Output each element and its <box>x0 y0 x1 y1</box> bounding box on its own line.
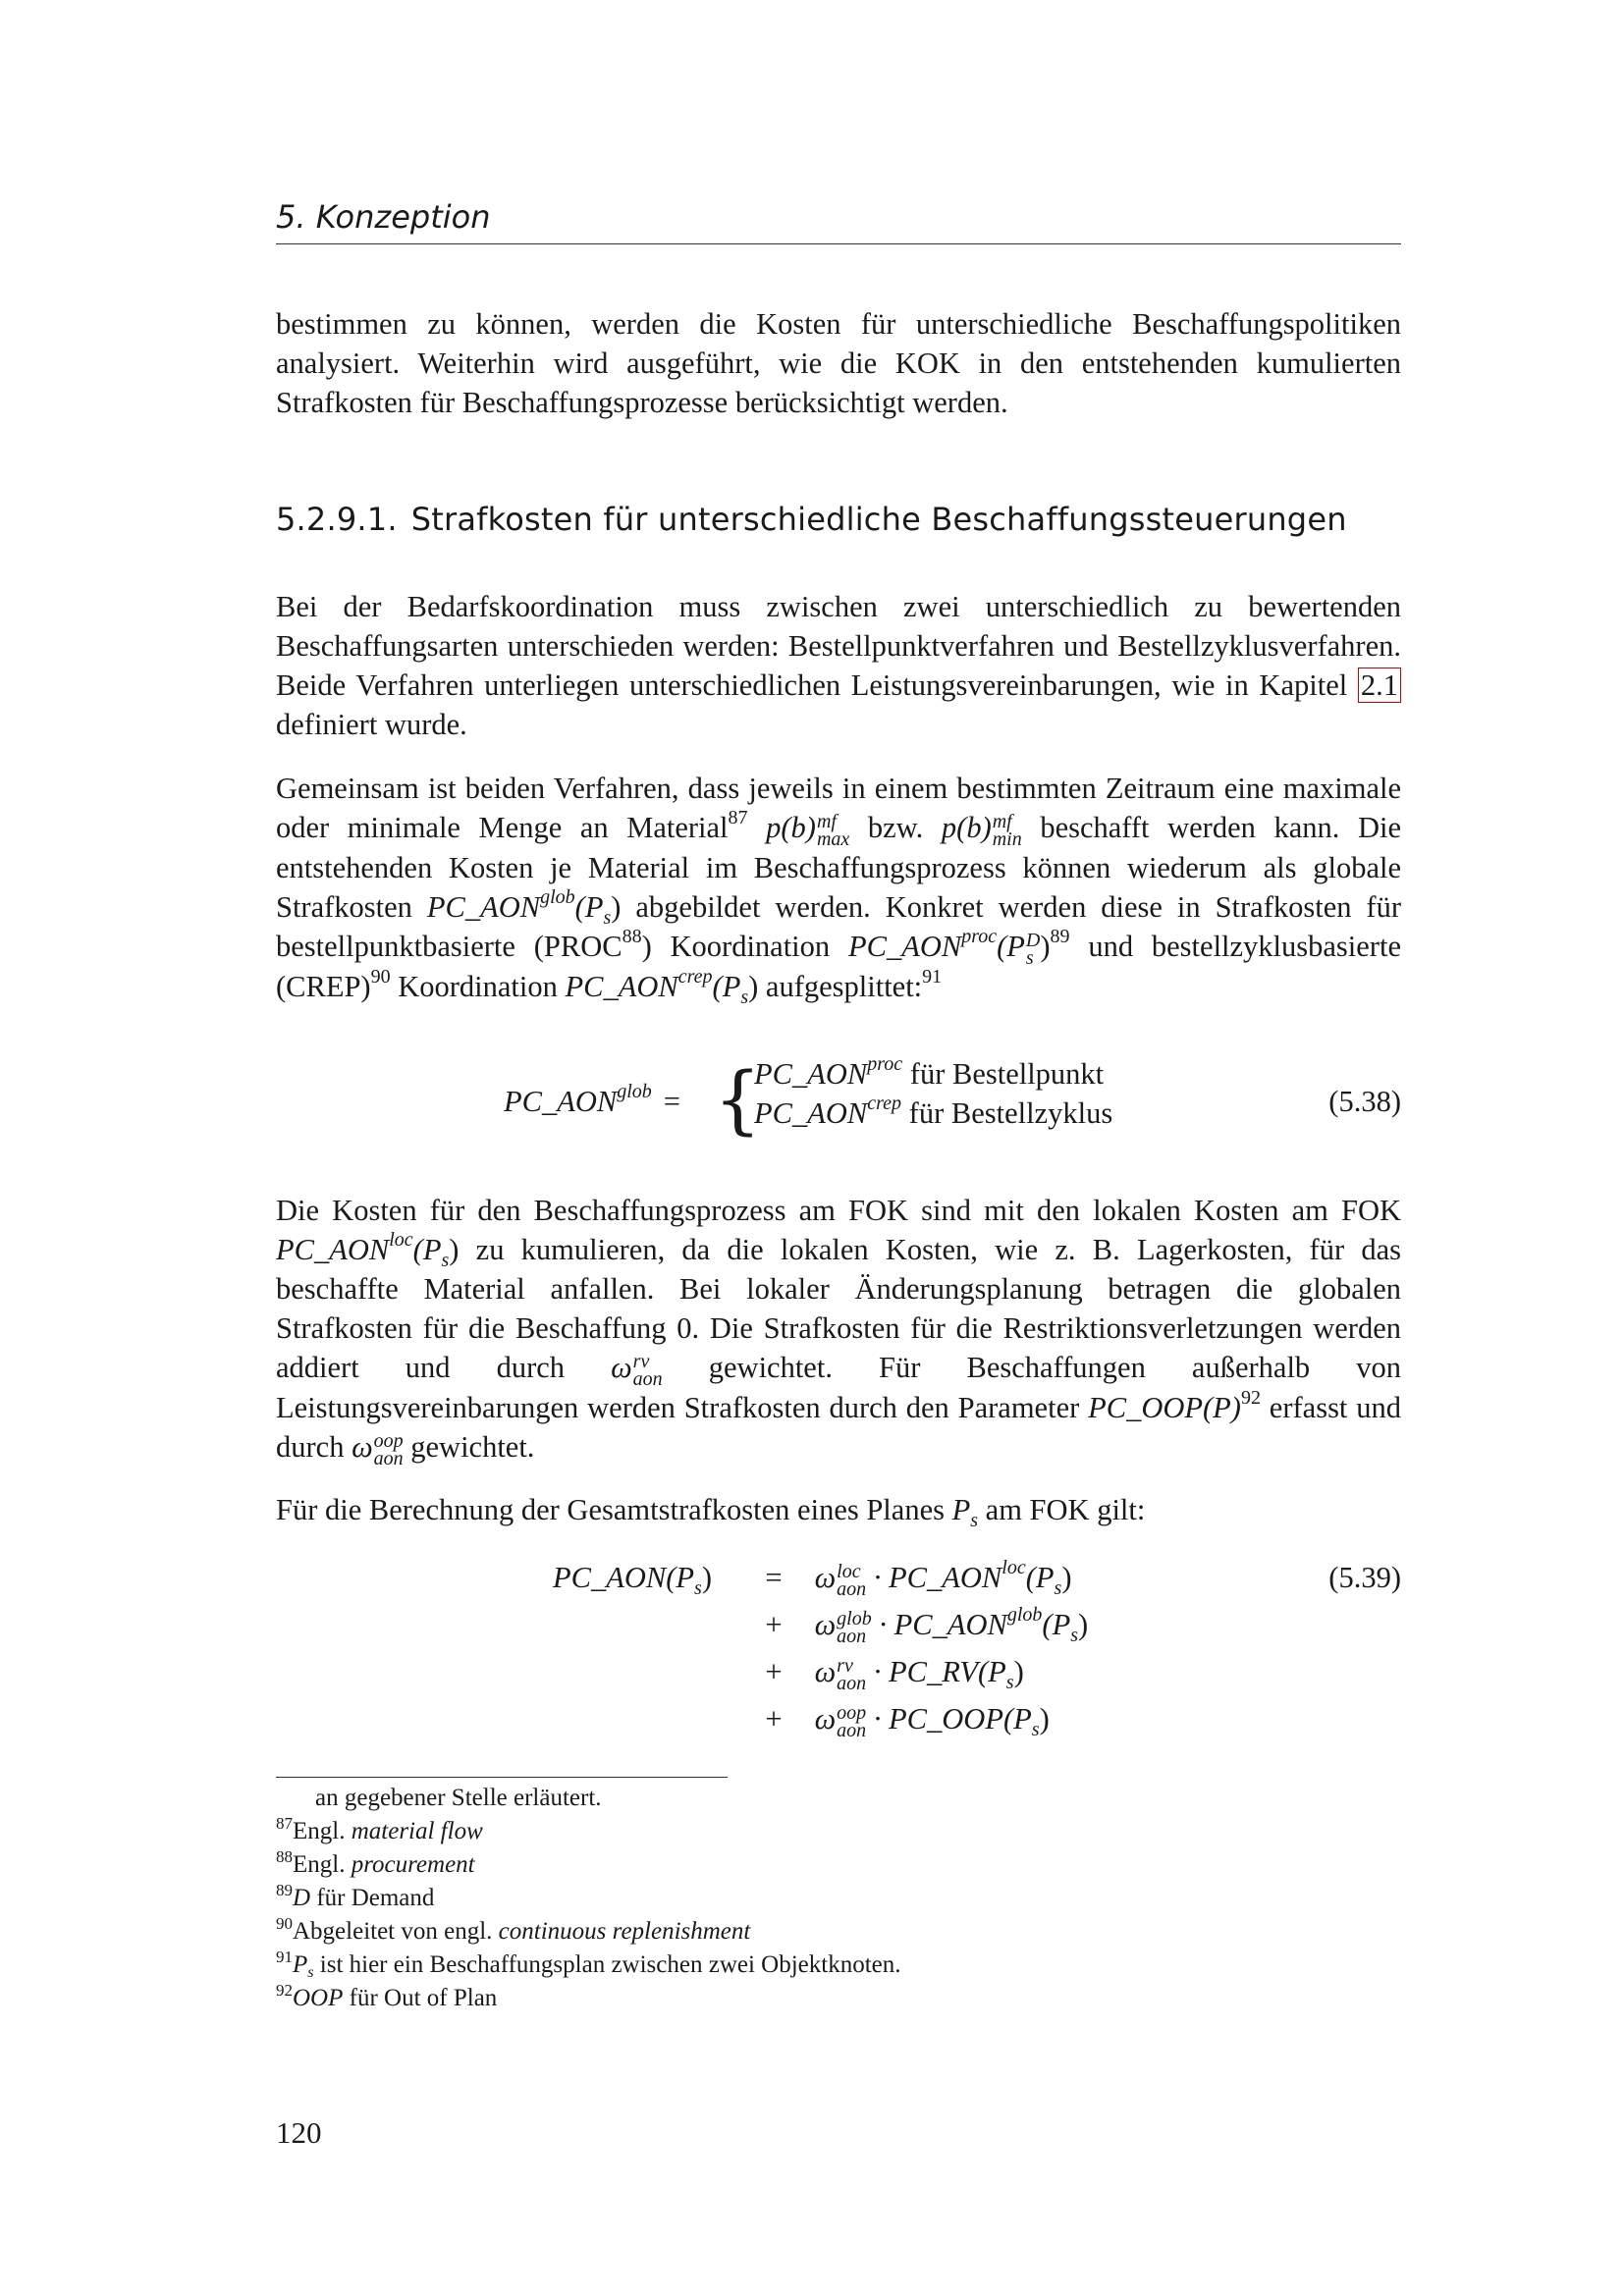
math-term: · PC_OOP <box>873 1702 1003 1735</box>
math-sup: glob <box>1006 1604 1043 1626</box>
math-sub: s <box>441 1250 450 1271</box>
math-term: (P <box>977 1655 1006 1688</box>
math-term: (P <box>412 1233 442 1266</box>
math-sub: s <box>694 1577 702 1599</box>
math-term: ω <box>611 1351 632 1384</box>
math-term: ) <box>449 1233 460 1266</box>
equation-operator: = <box>765 1561 783 1594</box>
math-term: (P <box>1042 1608 1071 1641</box>
math-term: ω <box>814 1608 837 1641</box>
footnote-text: Engl. <box>293 1851 352 1878</box>
math-sub: s <box>1054 1577 1062 1599</box>
math-sup: glob <box>540 886 575 908</box>
math-scripts <box>633 1353 663 1388</box>
math-term: ω <box>814 1655 837 1688</box>
math-sub: max <box>816 828 850 850</box>
math-sup: rv <box>837 1655 853 1677</box>
math-term: (P <box>997 930 1025 963</box>
chapter-link[interactable]: 2.1 <box>1358 667 1401 703</box>
paragraph-text: aufgesplittet: <box>758 970 923 1003</box>
math-term: (P <box>1025 1561 1055 1594</box>
footnote-divider <box>276 1777 728 1778</box>
equation-row-1 <box>754 1557 1072 1600</box>
math-term: (P <box>712 970 741 1003</box>
footnote-number: 89 <box>276 1881 293 1899</box>
math-scripts <box>993 813 1022 848</box>
footnote-continuation: an gegebener Stelle erläutert. <box>315 1785 602 1811</box>
footnote-text: für Demand <box>310 1885 435 1911</box>
footnote-ref-91[interactable]: 91 <box>922 966 943 988</box>
case-row-1 <box>754 1053 1105 1092</box>
math-sup: glob <box>837 1608 872 1629</box>
paragraph-text: zu kumulieren, da die lokalen Kosten, wie z. B. Lagerkosten, für das beschaffte Material anfallen. Bei lokaler Änderungsplanung betragen die globalen Strafkosten für die Beschaffung 0. Die Strafkosten für die Restriktionsverletzungen werden addiert und durch <box>276 1233 1401 1384</box>
equation-operator: + <box>765 1655 783 1688</box>
footnote-text: Abgeleitet von engl. <box>293 1918 499 1945</box>
math-sub: aon <box>373 1448 404 1469</box>
math-scripts <box>374 1432 404 1468</box>
math-scripts <box>817 813 849 848</box>
equation-row-4 <box>754 1702 1050 1739</box>
math-term: ω <box>814 1702 837 1735</box>
paragraph-text: Gemeinsam ist beiden Verfahren, dass jeweils in einem bestimmten Zeitraum eine maximale oder minimale Menge an Material <box>276 772 1401 844</box>
left-brace: { <box>714 1055 762 1143</box>
math-scripts <box>837 1657 866 1692</box>
math-sup: mf <box>992 811 1012 832</box>
footnote-sub: s <box>307 1964 314 1981</box>
math-sup: crep <box>867 1093 902 1114</box>
math-term: · PC_RV <box>873 1655 978 1688</box>
paragraph-text: Für die Berechnung der Gesamtstrafkosten eines Planes <box>276 1493 952 1526</box>
equation-lhs <box>553 1561 712 1599</box>
footnote-87 <box>276 1815 901 1848</box>
math-term: ω <box>352 1430 373 1464</box>
section-heading <box>276 501 1347 538</box>
case-row-2 <box>754 1093 1113 1131</box>
math-sup: mf <box>816 811 837 832</box>
math-term: ) <box>701 1561 712 1594</box>
paragraph-text: Koordination <box>390 970 566 1003</box>
math-term: ) <box>1061 1561 1072 1594</box>
math-sup: oop <box>837 1702 867 1724</box>
math-sup: glob <box>617 1081 652 1102</box>
footnote-ref-88[interactable]: 88 <box>622 926 642 947</box>
paragraph-procurement-types <box>276 587 1401 744</box>
running-header <box>276 196 1401 244</box>
footnote-92 <box>276 1982 901 2015</box>
equation-row-2 <box>754 1604 1089 1647</box>
section-title: Strafkosten für unterschiedliche Beschaffungssteuerungen <box>410 501 1347 538</box>
footnote-number: 92 <box>276 1981 293 2000</box>
chapter-title: 5. Konzeption <box>276 198 491 236</box>
math-term: p(b) <box>941 811 992 844</box>
section-number: 5.2.9.1. <box>276 501 398 538</box>
math-term: ) <box>1013 1655 1024 1688</box>
document-page <box>276 0 1401 2296</box>
equation-row-3 <box>754 1655 1024 1692</box>
equation-operator: + <box>765 1608 783 1641</box>
math-term: PC_OOP(P) <box>1088 1391 1241 1424</box>
footnote-90 <box>276 1915 901 1949</box>
footnote-number: 90 <box>276 1914 293 1933</box>
paragraph-text: gewichtet. <box>403 1430 535 1464</box>
math-term: (P <box>1002 1702 1032 1735</box>
math-sub: s <box>603 907 612 929</box>
footnote-italic: P <box>293 1951 308 1978</box>
math-sup: oop <box>373 1430 404 1452</box>
math-sup: D <box>1025 930 1041 951</box>
math-term: ) <box>1039 1702 1050 1735</box>
math-term: PC_AON <box>565 970 678 1003</box>
equals-sign: = <box>663 1085 680 1118</box>
equation-number: (5.38) <box>1328 1085 1401 1118</box>
math-sub: s <box>970 1510 979 1531</box>
math-term: ) <box>1078 1608 1089 1641</box>
math-sub: aon <box>837 1578 867 1600</box>
footnote-91 <box>276 1949 901 1982</box>
math-sub: aon <box>837 1720 867 1741</box>
paragraph-text: bzw. <box>849 811 942 844</box>
footnote-italic: continuous replenishment <box>498 1918 751 1945</box>
math-sub: aon <box>632 1368 663 1390</box>
paragraph-text: ) Koordination <box>641 930 848 963</box>
paragraph-text: Bei der Bedarfskoordination muss zwischen zwei unterschiedlich zu bewertenden Beschaffungsarten unterschieden werden: Bestellpunktverfahren und Bestellzyklusverfahren. Beide Verfahren unterliegen unterschiedlichen Leistungsvereinbarungen, wie in Kapitel <box>276 590 1401 702</box>
paragraph-text: beschafft werden kann. Die entstehenden Kosten je Material im Beschaffungsprozess können wiederum als globale Strafkosten <box>276 811 1401 924</box>
math-term: (P <box>574 890 604 924</box>
math-sup: rv <box>632 1351 650 1372</box>
math-sup: loc <box>1001 1557 1026 1578</box>
math-term: p(b) <box>766 811 816 844</box>
math-scripts <box>837 1563 866 1598</box>
math-sub: s <box>1005 1672 1014 1693</box>
footnote-italic: material flow <box>351 1818 483 1844</box>
math-sup: loc <box>389 1229 413 1251</box>
case-text: für Bestellpunkt <box>909 1057 1105 1091</box>
math-scripts <box>837 1704 866 1739</box>
paragraph-text: Die Kosten für den Beschaffungsprozess am FOK sind mit den lokalen Kosten am FOK <box>276 1194 1401 1227</box>
math-sup: proc <box>961 926 998 947</box>
math-term: P <box>951 1493 971 1526</box>
paragraph-text: und bestellzyklusbasierte (CREP) <box>276 930 1401 1003</box>
math-term: · PC_AON <box>879 1608 1007 1641</box>
paragraph-total-penalty <box>276 1490 1401 1529</box>
math-sub: s <box>1031 1719 1040 1740</box>
footnote-ref-89[interactable]: 89 <box>1050 926 1070 947</box>
math-scripts <box>1026 932 1040 967</box>
footnote-text: Engl. <box>293 1818 352 1844</box>
paragraph-text: abgebildet werden. Konkret werden diese in Strafkosten für bestellpunktbasierte (PROC <box>276 890 1401 963</box>
footnote-ref-87[interactable]: 87 <box>728 807 748 828</box>
math-term: PC_AON <box>426 890 541 924</box>
equation-5-39 <box>276 1557 1401 1757</box>
math-term: PC_AON(P <box>553 1561 695 1594</box>
paragraph-text: erfasst und durch <box>276 1391 1401 1464</box>
math-sup: proc <box>867 1053 903 1075</box>
footnote-italic: procurement <box>351 1851 475 1878</box>
equation-operator: + <box>765 1702 783 1735</box>
math-term: PC_AON <box>754 1096 868 1130</box>
math-term: PC_AON <box>504 1085 618 1118</box>
footnote-number: 87 <box>276 1814 293 1833</box>
equation-number: (5.39) <box>1328 1561 1401 1594</box>
math-sub: aon <box>837 1626 867 1647</box>
footnote-ref-92[interactable]: 92 <box>1240 1387 1261 1409</box>
paragraph-global-penalty <box>276 769 1401 1006</box>
math-term: PC_AON <box>847 930 962 963</box>
math-term: ) <box>748 970 759 1003</box>
equation-lhs <box>504 1081 688 1119</box>
math-sub: s <box>740 987 749 1008</box>
paragraph-text: gewichtet. Für Beschaffungen außerhalb von Leistungsvereinbarungen werden Strafkosten durch den Parameter <box>276 1351 1402 1424</box>
page-number: 120 <box>276 2115 322 2150</box>
math-sub: aon <box>837 1673 867 1694</box>
footnote-ref-90[interactable]: 90 <box>370 966 391 988</box>
footnote-88 <box>276 1848 901 1882</box>
math-scripts <box>837 1610 872 1645</box>
math-term: ) <box>1040 930 1051 963</box>
footnote-italic: OOP <box>293 1985 344 2011</box>
footnote-text: ist hier ein Beschaffungsplan zwischen zwei Objektknoten. <box>313 1951 901 1978</box>
equation-5-38 <box>276 1055 1401 1153</box>
case-text: für Bestellzyklus <box>908 1096 1113 1130</box>
footnote-number: 88 <box>276 1847 293 1866</box>
math-sup: loc <box>837 1561 861 1582</box>
math-term: PC_AON <box>754 1057 868 1091</box>
footnotes <box>276 1782 901 2015</box>
math-term: PC_AON <box>276 1233 390 1266</box>
paragraph-text: definiert wurde. <box>276 708 467 741</box>
footnote-89 <box>276 1882 901 1915</box>
math-sub: s <box>1070 1625 1078 1646</box>
math-term: ) <box>611 890 622 924</box>
footnote-italic: D <box>293 1885 311 1911</box>
math-term: ω <box>814 1561 837 1594</box>
paragraph-local-costs <box>276 1191 1401 1468</box>
footnote-text: für Out of Plan <box>343 1985 498 2011</box>
footnote-number: 91 <box>276 1948 293 1966</box>
math-term: · PC_AON <box>873 1561 1002 1594</box>
math-sub: s <box>1025 947 1034 969</box>
paragraph-text: am FOK gilt: <box>978 1493 1146 1526</box>
intro-paragraph: bestimmen zu können, werden die Kosten für unterschiedliche Beschaffungspolitiken analysiert. Weiterhin wird ausgeführt, wie die KOK in den entstehenden kumulierten Strafkosten für Beschaffungsprozesse berücksichtigt werden. <box>276 307 1401 419</box>
math-sub: min <box>992 828 1022 850</box>
math-sup: crep <box>677 966 713 988</box>
